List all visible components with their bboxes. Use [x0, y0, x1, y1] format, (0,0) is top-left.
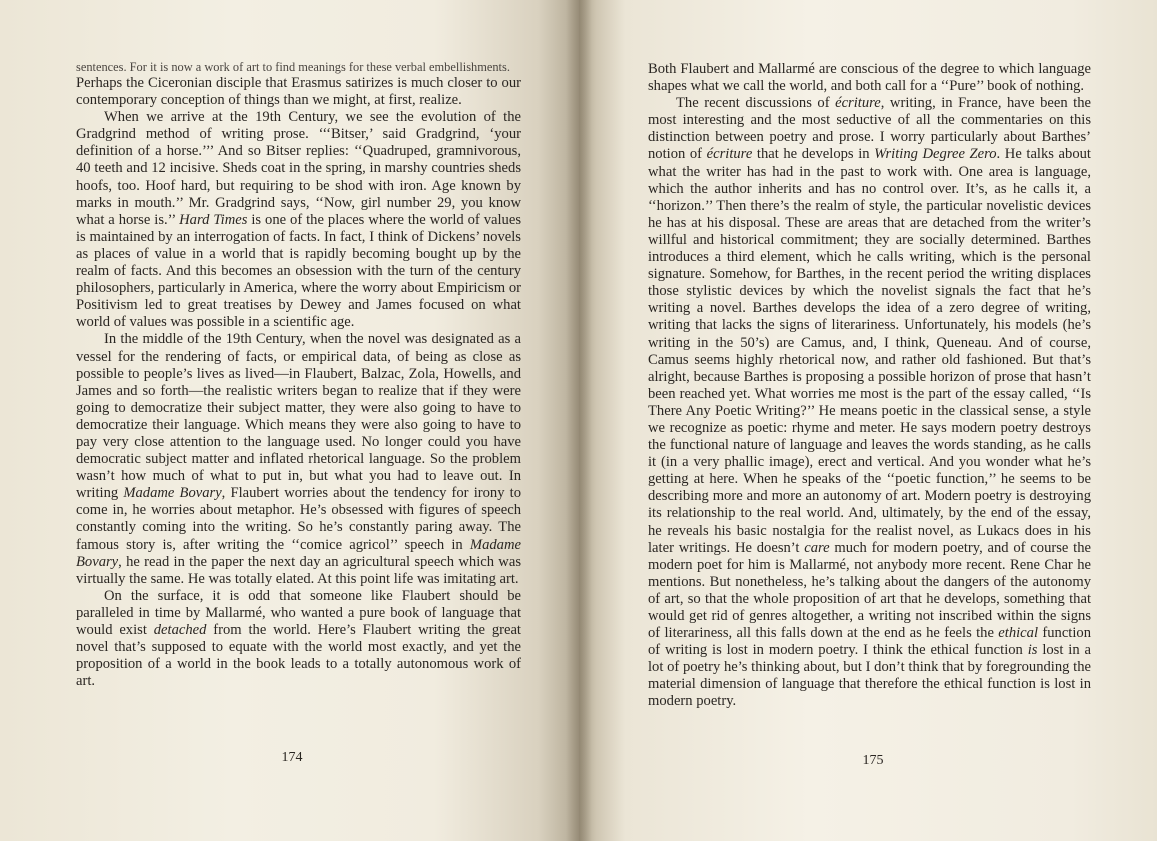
page-number-left: 174	[281, 750, 303, 765]
italic-text: Hard Times	[179, 211, 248, 228]
text-span: On the surface, it is odd that someone like Flaubert should be paralleled in time by Mallarmé, who wanted a pure book of language that would exist	[76, 587, 521, 638]
book-gutter	[566, 0, 592, 841]
italic-text: detached	[153, 622, 207, 638]
text-span: much for modern poetry, and of course the modern poet for him is Mallarmé, not anybody more recent. Rene Char he mentions. But nonetheless, he’s talking about the dangers of the autonomy of art, so that the whole proposition of art that he develops, something that would get rid of genres altogether, a writing not inscribed within the signs of literariness, all this falls down at the end as he feels the	[648, 539, 1091, 642]
italic-text: écriture	[706, 146, 753, 163]
text-span: lost in a lot of poetry he’s thinking about, but I don’t think that by foregrounding the material dimension of language that therefore the ethical function is lost in modern poetry.	[648, 642, 1091, 710]
text-span: is one of the places where the world of values is maintained by an interrogation of facts. In fact, I think of Dickens’ novels as places of value in a world that is rapidly becoming bought up by the realm of facts. And this becomes an obsession with the turn of the century philosophers, particularly in America, where the worry about Empiricism or Positivism led to great treatises by Dewey and James focused on what world of values was possible in a scientific age.	[76, 211, 522, 331]
text-span: Both Flaubert and Mallarmé are conscious of the degree to which language shapes what we call the world, and both call for a ‘‘Pure’’ book of nothing.	[648, 61, 1091, 95]
text-span: When we arrive at the 19th Century, we see the evolution of the Gradgrind method of writing prose. ‘‘‘Bitser,’ said Gradgrind, ‘your definition of a horse.’’’ And so Bitser replies: ‘‘Quadruped, gramnivorous, 40 teeth and 12 incisive. Sheds coat in the spring, in marshy countries sheds hoofs, too. Hoof hard, but requiring to be shod with iron. Age known by marks in mouth.’’ Mr. Gradgrind says, ‘‘Now, girl number 29, you know what a horse is.’’	[76, 109, 521, 228]
left-page-body	[76, 75, 521, 690]
paragraph	[648, 95, 1091, 710]
paragraph	[76, 75, 521, 109]
text-span: , he read in the paper the next day an agricultural speech which was virtually the same. He was totally elated. At this point life was imitating art.	[76, 553, 521, 587]
paragraph	[76, 109, 521, 331]
text-span: from the world. Here’s Flaubert writing the great novel that’s supposed to equate with the world most exactly, and yet the proposition of a world in the book leads to a totally autonomous work of art.	[76, 622, 521, 690]
text-span: The recent discussions of	[676, 95, 836, 112]
text-span: that he develops in	[752, 146, 875, 163]
text-span: . He talks about what the writer has had in the past to work with. One area is language, which the author inherits and has no control over. It’s, as he calls it, a ‘‘horizon.’’ Then there’s the realm of style, the particular novelistic devices he has at his disposal. These are areas that are detached from the writer’s willful and historical commitment; they are socially determined. Barthes introduces a third element, which he calls writing, which is the personal signature. Somehow, for Barthes, in the recent period the writing displaces those stylistic devices by which the novelist signals the fact that he’s writing a novel. Barthes develops the idea of a zero degree of writing, writing that lacks the signs of literariness. Unfortunately, his models (he’s writing in the 50’s) are Camus, and, I think, Queneau. And of course, Camus seems highly rhetorical now, and rather old fashioned. But that’s alright, because Barthes is proposing a possible horizon of prose that hasn’t been reached yet. What worries me most is the part of the essay called, ‘‘Is There Any Poetic Writing?’’ He means poetic in the classical sense, a style we recognize as poetic: rhyme and meter. He says modern poetry destroys the functional nature of language and leaves the words standing, as he calls it (in a very phallic image), erect and vertical. And you wonder what he’s getting at here. When he speaks of the ‘‘poetic function,’’ he seems to be describing more and more an autonomy of art. Modern poetry is destroying its relationship to the real world. And, ultimately, by the end of the essay, he reveals his basic nostalgia for the realist novel, as Lukacs does in his later writings. He doesn’t	[648, 146, 1091, 556]
italic-text: Writing Degree Zero	[874, 146, 997, 163]
italic-text: ethical	[998, 625, 1039, 642]
italic-text: care	[804, 539, 830, 556]
text-span: , writing, in France, have been the most interesting and the most seductive of all the commentaries on this distinction between poetry and prose. I worry particularly about Barthes’ notion of	[648, 95, 1091, 163]
italic-text: Madame Bovary	[76, 536, 521, 570]
italic-text: Madame Bovary	[123, 485, 222, 502]
right-page-body	[648, 61, 1091, 711]
left-page-text	[76, 60, 521, 690]
paragraph	[76, 588, 521, 691]
italic-text: écriture	[835, 95, 881, 112]
text-span: function of writing is lost in modern poetry. I think the ethical function	[648, 625, 1091, 659]
paragraph	[648, 61, 1091, 95]
text-span: In the middle of the 19th Century, when the novel was designated as a vessel for the rendering of facts, or empirical data, of being as close as possible to people’s lives as lived—in Flaubert, Balzac, Zola, Howells, and James and so forth—the realistic writers began to realize that if they were going to democratize their subject matter, they were also going to have to democratize their language. Which means they were also going to have to pay very close attention to the language used. No longer could you have democratic subject matter and inflated rhetorical language. So the problem wasn’t how much of what to put in, but what you had to leave out. In writing	[76, 331, 521, 502]
text-span: , Flaubert worries about the tendency for irony to come in, he worries about metaphor. He’s obsessed with figures of speech constantly coming into the writing. So he’s constantly paring away. The famous story is, after writing the ‘‘comice agricol’’ speech in	[76, 485, 521, 553]
italic-text: is	[1027, 642, 1038, 659]
paragraph	[76, 331, 521, 587]
right-page-text	[648, 61, 1091, 711]
page-number-right: 175	[862, 753, 884, 768]
block-quote: sentences. For it is now a work of art to find meanings for these verbal embellishments.	[76, 60, 510, 74]
text-span: Perhaps the Ciceronian disciple that Erasmus satirizes is much closer to our contemporary conception of things than we might, at first, realize.	[76, 75, 521, 109]
